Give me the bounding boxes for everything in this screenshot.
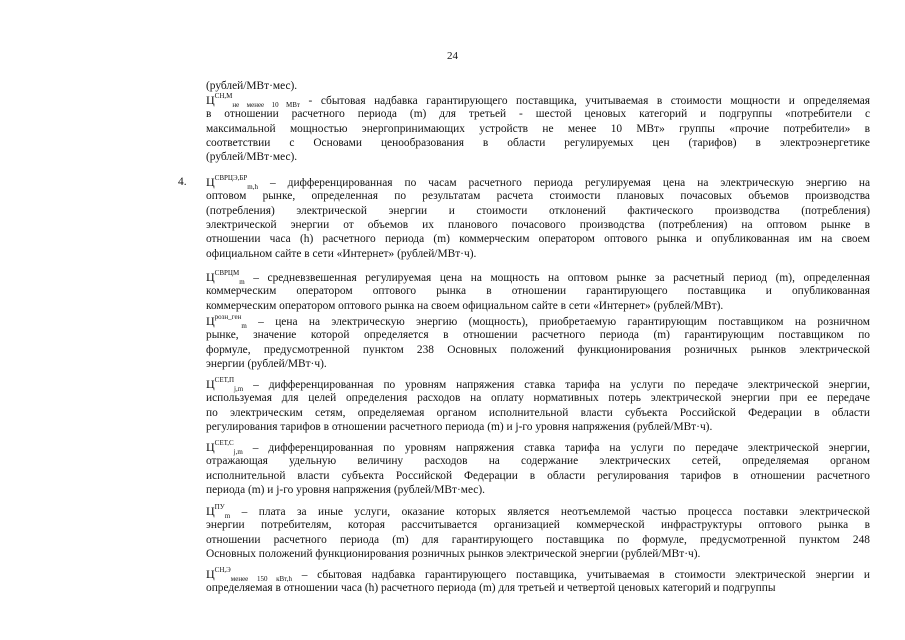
paragraph-line: (рублей/МВт·мес).: [206, 151, 298, 164]
paragraph-line: энергии потребителям, которая рассчитывается организацией коммерческой инфраструктуры оптового рынка в: [206, 519, 870, 532]
paragraph-line: $Ц^{ПУ}_m$ – плата за иные услуги, оказание которых является неотъемлемой частью процесса поставки электрической: [206, 503, 870, 520]
paragraph-line: $Ц^{СЕТ,П}_{j,m}$ – дифференцированная по уровням напряжения ставка тарифа на услуги по передаче электрической энергии,: [206, 376, 870, 393]
paragraph-line: (потребления) электрической энергии и стоимости отклонений фактического производства (потребления): [206, 204, 870, 217]
paragraph-line: отражающая удельную величину расходов на содержание электрических сетей, определяемая органом: [206, 455, 870, 468]
paragraph-line: электрической энергии от объемов их планового почасового производства (потребления) на оптовом рынке в: [206, 218, 870, 231]
paragraph-line: Основных положений функционирования розничных рынков электрической энергии (рублей/МВт·ч).: [206, 547, 701, 560]
paragraph-line: отношении часа (h) расчетного периода (m) коммерческим оператором оптового рынка и опубликованная им на своем: [206, 233, 870, 246]
paragraph-line: $Ц^{розн\_ген}_m$ – цена на электрическую энергию (мощность), приобретаемую гарантирующим поставщиком на розничном: [206, 313, 870, 330]
paragraph-line: используемая для целей определения расходов на оплату нормативных потерь электрической энергии при ее передаче: [206, 392, 870, 405]
paragraph-line: (рублей/МВт·мес).: [206, 80, 298, 92]
paragraph-line: $Ц^{СВРЦЭ,БР}_{m,h}$ – дифференцированная по часам расчетного периода регулируемая цена на электрическую энергию на: [206, 174, 870, 191]
paragraph-line: исполнительной власти субъекта Российской Федерации в области регулирования тарифов в отношении расчетного: [206, 469, 870, 482]
formula-symbol: $Ц^{СН,Э}_{менее 150 кВт,h}$: [206, 566, 292, 583]
paragraph-line: $Ц^{СН,М}_{не менее 10 МВт}$ - сбытовая надбавка гарантирующего поставщика, учитываемая в стоимости мощности и определяемая: [206, 92, 870, 109]
paragraph-line: по электрическим сетям, определяемая органом исполнительной власти субъекта Российской Федерации в области: [206, 406, 870, 419]
paragraph-line: отношении расчетного периода (m) для гарантирующего поставщика по формуле, предусмотренной пунктом 248: [206, 533, 870, 546]
paragraph-line: рынке, значение которой определяется в отношении расчетного периода (m) гарантирующим поставщиком по: [206, 329, 870, 342]
paragraph-line: $Ц^{СВРЦМ}_m$ – средневзвешенная регулируемая цена на мощность на оптовом рынке за расчетный период (m), определенная: [206, 269, 870, 286]
paragraph-line: максимальной мощностью энергопринимающих устройств не менее 10 МВт» группы «прочие потребители» в: [206, 122, 870, 135]
formula-symbol: $Ц^{СВРЦЭ,БР}_{m,h}$: [206, 174, 258, 191]
paragraph-line: энергии (рублей/МВт·ч).: [206, 357, 327, 370]
paragraph-line: в отношении расчетного периода (m) для третьей - шестой ценовых категорий и подгруппы «потребители с: [206, 108, 870, 121]
formula-symbol: $Ц^{розн\_ген}_m$: [206, 313, 247, 330]
paragraph-line: соответствии с Основами ценообразования в области регулируемых цен (тарифов) в электроэнергетике: [206, 136, 870, 149]
formula-symbol: $Ц^{СЕТ,П}_{j,m}$: [206, 376, 244, 393]
formula-symbol: $Ц^{ПУ}_m$: [206, 503, 231, 520]
paragraph-line: официальном сайте в сети «Интернет» (рублей/МВт·ч).: [206, 247, 477, 260]
formula-symbol: $Ц^{СВРЦМ}_m$: [206, 269, 245, 286]
paragraph-line: регулирования тарифов в отношении расчетного периода (m) и j-го уровня напряжения (рублей/МВт·ч).: [206, 420, 713, 433]
paragraph-line: периода (m) и j-го уровня напряжения (рублей/МВт·мес).: [206, 483, 486, 496]
paragraph-line: $Ц^{СЕТ,С}_{j,m}$ – дифференцированная по уровням напряжения ставка тарифа на услуги по передаче электрической энергии,: [206, 439, 870, 456]
paragraph-line: коммерческим оператором оптового рынка в отношении гарантирующего поставщика и опубликованная: [206, 285, 870, 298]
list-number: 4.: [178, 176, 187, 188]
paragraph-line: определяемая в отношении часа (h) расчетного периода (m) для третьей и четвертой ценовых категорий и подгруппы: [206, 582, 776, 595]
paragraph-line: формуле, предусмотренной пунктом 238 Основных положений функционирования розничных рынков электрической: [206, 343, 870, 356]
page-number: 24: [447, 50, 458, 62]
paragraph-line: $Ц^{СН,Э}_{менее 150 кВт,h}$ – сбытовая надбавка гарантирующего поставщика, учитываемая в стоимости электрической энергии и: [206, 566, 870, 583]
formula-symbol: $Ц^{СЕТ,С}_{j,m}$: [206, 439, 243, 456]
formula-symbol: $Ц^{СН,М}_{не менее 10 МВт}$: [206, 92, 300, 109]
paragraph-line: оптовом рынке, определенная по результатам расчета стоимости плановых почасовых объемов производства: [206, 190, 870, 203]
paragraph-line: коммерческим оператором оптового рынка на своем официальном сайте в сети «Интернет» (рублей/МВт).: [206, 299, 724, 312]
